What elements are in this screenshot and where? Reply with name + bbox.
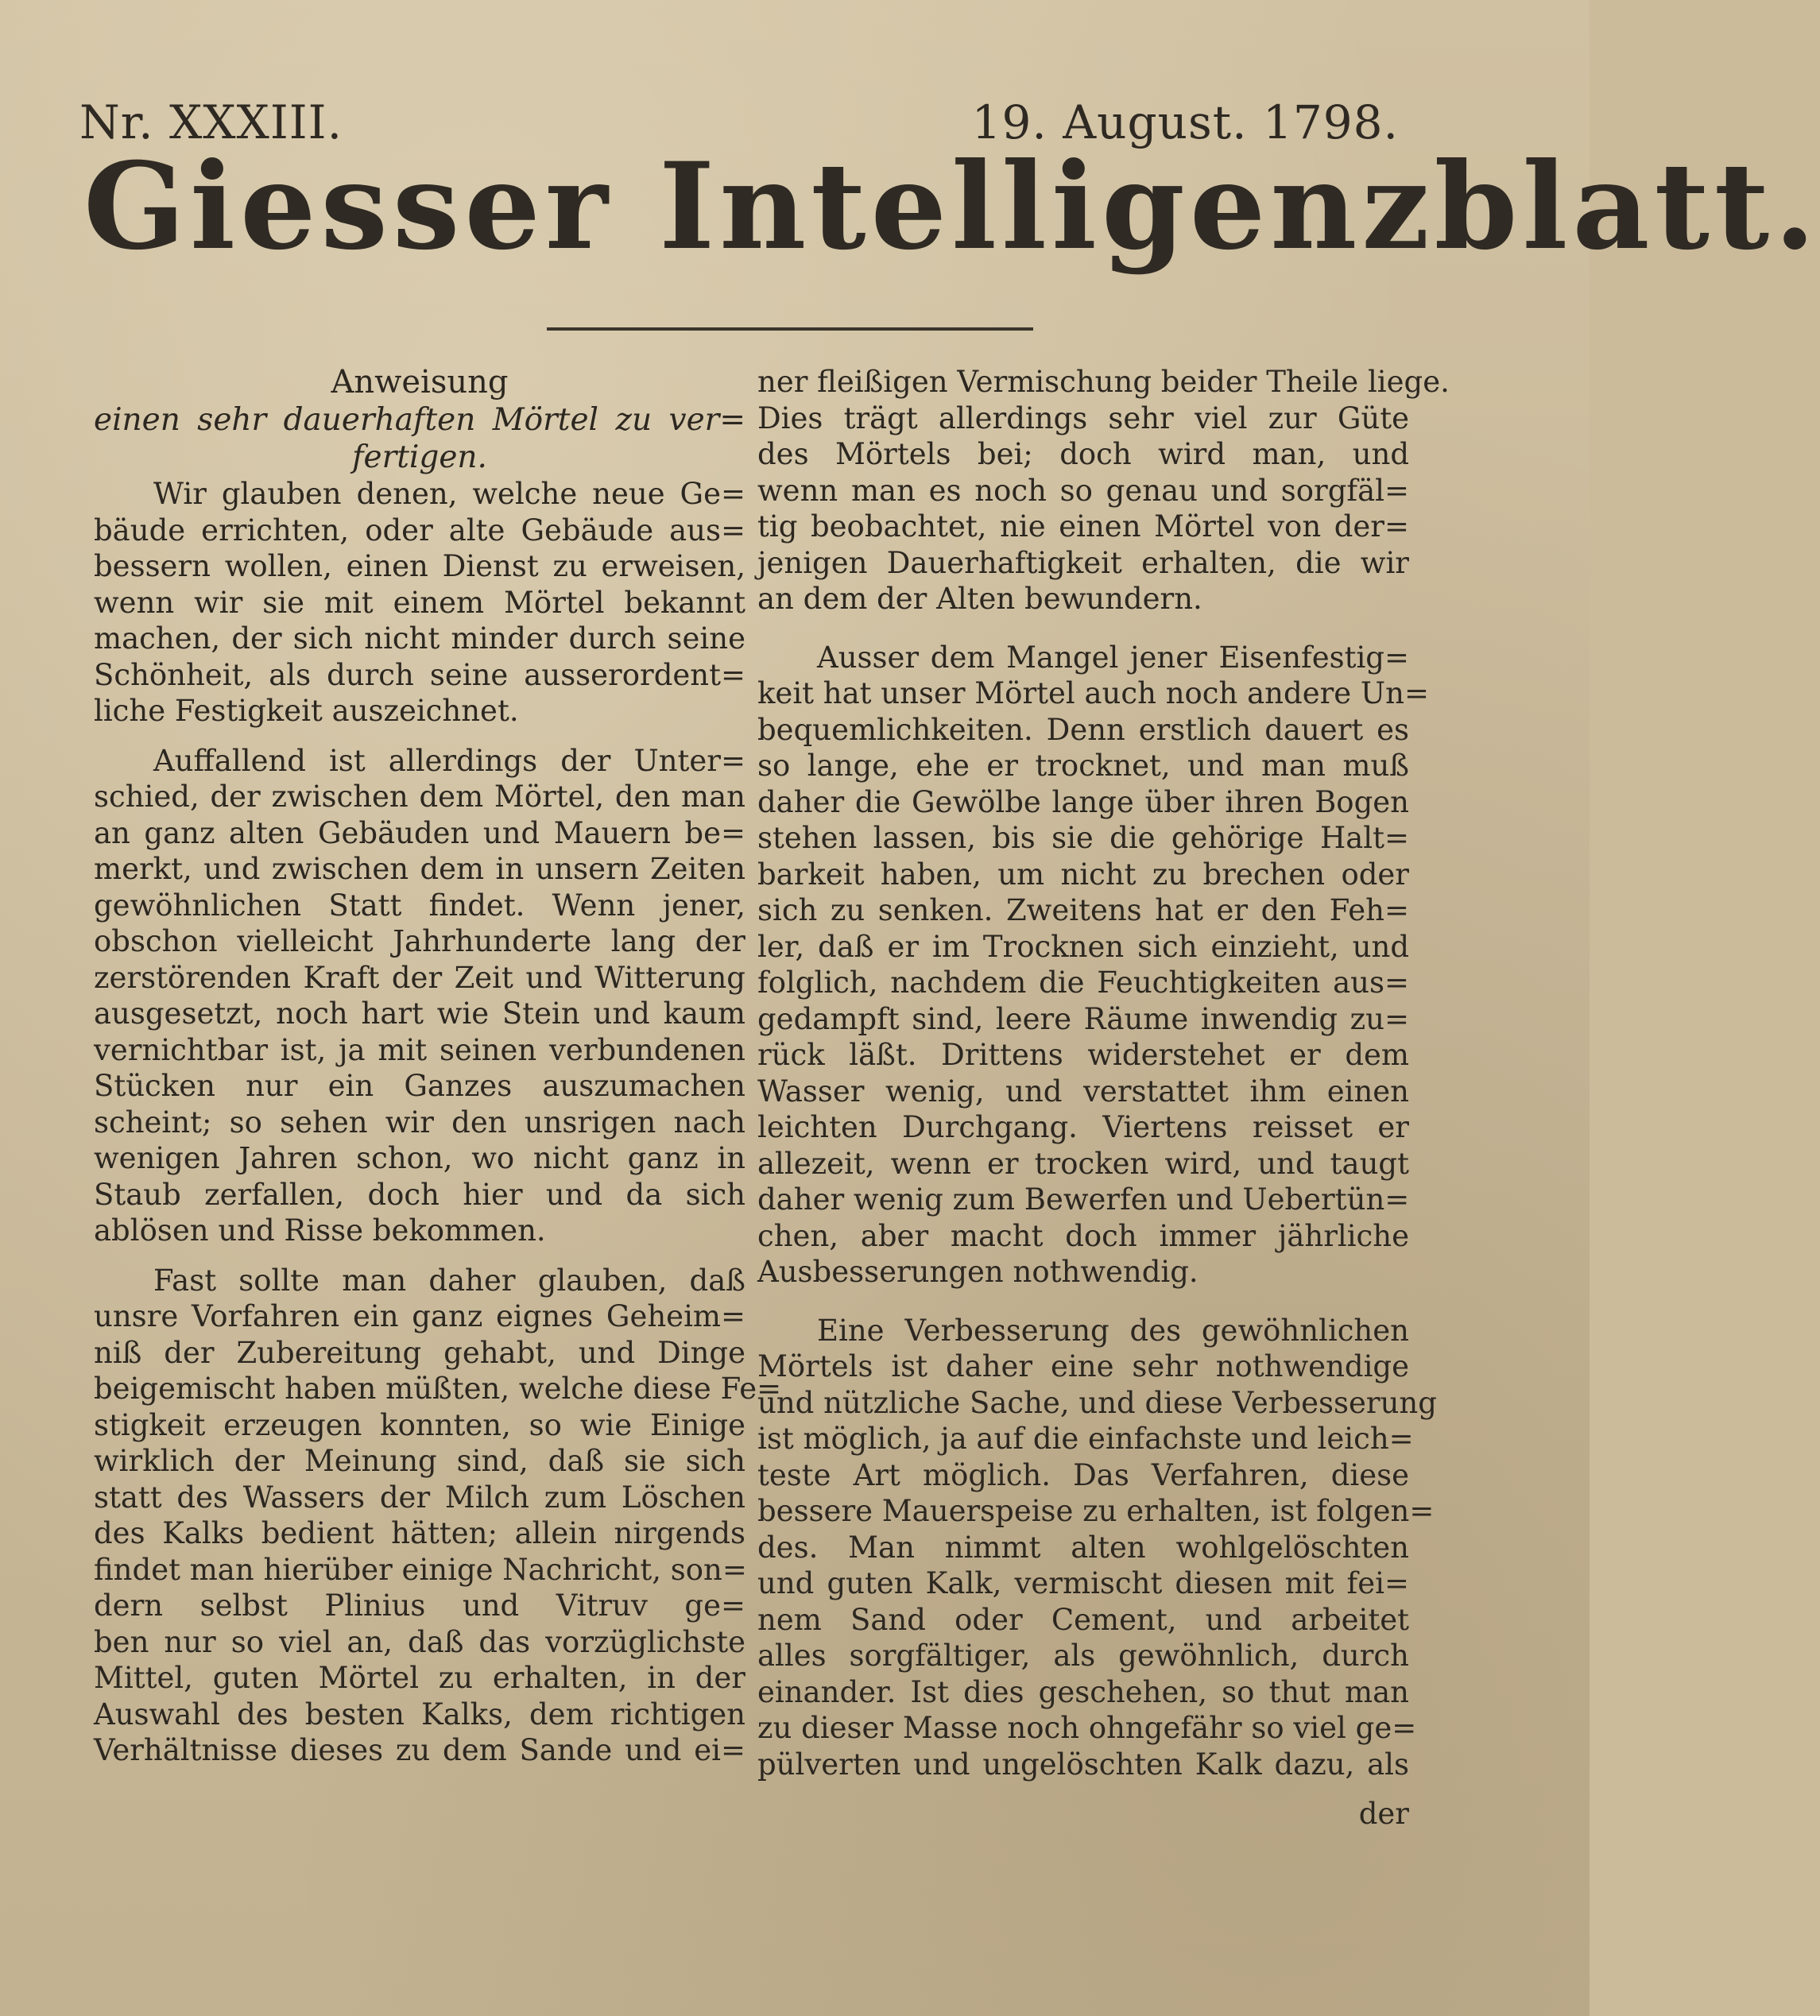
text-line: unsre Vorfahren ein ganz eignes Geheim= xyxy=(94,1299,745,1333)
text-line: Eine Verbesserung des gewöhnlichen xyxy=(817,1313,1409,1348)
text-line: Wir glauben denen, welche neue Ge= xyxy=(153,477,745,511)
text-line: alles sorgfältiger, als gewöhnlich, durch xyxy=(757,1639,1409,1673)
text-line: Ausser dem Mangel jener Eisenfestig= xyxy=(817,640,1409,675)
issue-number: Nr. XXXIII. xyxy=(79,95,343,149)
text-line: bequemlichkeiten. Denn erstlich dauert es xyxy=(757,712,1409,747)
text-line: dern selbst Plinius und Vitruv ge= xyxy=(94,1588,745,1623)
text-line: pülverten und ungelöschten Kalk dazu, als xyxy=(757,1747,1409,1782)
text-line: Staub zerfallen, doch hier und da sich xyxy=(94,1177,745,1212)
paragraph xyxy=(757,364,1450,617)
text-line: gewöhnlichen Statt findet. Wenn jener, xyxy=(94,888,745,923)
text-line: an dem der Alten bewundern. xyxy=(757,582,1202,616)
text-line: findet man hierüber einige Nachricht, son= xyxy=(94,1552,747,1587)
text-line: scheint; so sehen wir den unsrigen nach xyxy=(94,1105,745,1140)
text-line: vernichtbar ist, ja mit seinen verbundenen xyxy=(94,1032,745,1067)
text-line: obschon vielleicht Jahrhunderte lang der xyxy=(94,924,745,958)
text-line: jenigen Dauerhaftigkeit erhalten, die wir xyxy=(757,545,1409,580)
text-line: wenn man es noch so genau und sorgfäl= xyxy=(757,473,1409,508)
text-line: ist möglich, ja auf die einfachste und leich= xyxy=(757,1422,1414,1456)
text-line: merkt, und zwischen dem in unsern Zeiten xyxy=(94,852,745,886)
text-line: ausgesetzt, noch hart wie Stein und kaum xyxy=(94,996,745,1031)
catchword: der xyxy=(1358,1797,1409,1831)
text-line: Verhältnisse dieses zu dem Sande und ei= xyxy=(94,1733,745,1767)
text-line: Ausbesserungen nothwendig. xyxy=(757,1255,1198,1289)
text-line: rück läßt. Drittens widerstehet er dem xyxy=(757,1038,1409,1072)
text-line: wenn wir sie mit einem Mörtel bekannt xyxy=(94,585,745,620)
paragraph xyxy=(94,1263,782,1769)
right-column-body xyxy=(757,364,1450,1782)
text-line: Mittel, guten Mörtel zu erhalten, in der xyxy=(94,1661,745,1695)
text-line: des. Man nimmt alten wohlgelöschten xyxy=(757,1530,1409,1565)
paragraph xyxy=(757,640,1429,1290)
text-line: sich zu senken. Zweitens hat er den Feh= xyxy=(757,893,1409,927)
text-line: des Kalks bedient hätten; allein nirgends xyxy=(94,1516,745,1550)
text-line: bessern wollen, einen Dienst zu erweisen, xyxy=(94,549,745,583)
text-line: Mörtels ist daher eine sehr nothwendige xyxy=(757,1349,1409,1383)
article-heading xyxy=(94,364,745,476)
text-line: beigemischt haben müßten, welche diese Fe= xyxy=(94,1372,782,1406)
text-line: daher die Gewölbe lange über ihren Bogen xyxy=(757,784,1409,819)
paragraph xyxy=(94,476,745,729)
text-line: ablösen und Risse bekommen. xyxy=(94,1213,546,1248)
left-column xyxy=(94,364,782,1782)
right-column xyxy=(757,364,1450,1832)
paragraph xyxy=(757,1313,1437,1783)
text-line: bäude errichten, oder alte Gebäude aus= xyxy=(94,513,745,548)
text-line: keit hat unser Mörtel auch noch andere Un= xyxy=(757,676,1429,710)
text-line: leichten Durchgang. Viertens reisset er xyxy=(757,1110,1409,1144)
text-line: zu dieser Masse noch ohngefähr so viel ge= xyxy=(757,1711,1417,1745)
text-line: und guten Kalk, vermischt diesen mit fei= xyxy=(757,1566,1409,1600)
text-line: ler, daß er im Trocknen sich einzieht, und xyxy=(757,929,1409,964)
text-line: an ganz alten Gebäuden und Mauern be= xyxy=(94,815,745,850)
text-line: Auffallend ist allerdings der Unter= xyxy=(153,743,745,778)
text-line: niß der Zubereitung gehabt, und Dinge xyxy=(94,1335,745,1370)
text-line: nem Sand oder Cement, und arbeitet xyxy=(757,1602,1409,1637)
text-line: schied, der zwischen dem Mörtel, den man xyxy=(94,780,745,814)
text-line: tig beobachtet, nie einen Mörtel von der= xyxy=(757,509,1409,544)
text-line: so lange, ehe er trocknet, und man muß xyxy=(757,749,1409,783)
text-line: chen, aber macht doch immer jährliche xyxy=(757,1218,1409,1253)
text-line: barkeit haben, um nicht zu brechen oder xyxy=(757,857,1409,892)
text-line: daher wenig zum Bewerfen und Uebertün= xyxy=(757,1182,1410,1217)
text-line: wenigen Jahren schon, wo nicht ganz in xyxy=(94,1141,745,1175)
text-line: wirklich der Meinung sind, daß sie sich xyxy=(94,1444,745,1478)
text-line: gedampft sind, leere Räume inwendig zu= xyxy=(757,1001,1409,1036)
text-line: Stücken nur ein Ganzes auszumachen xyxy=(94,1069,745,1103)
issue-date: 19. August. 1798. xyxy=(971,95,1399,149)
text-line: stehen lassen, bis sie die gehörige Halt= xyxy=(757,821,1409,855)
text-line: Auswahl des besten Kalks, dem richtigen xyxy=(94,1697,745,1732)
heading-line: einen sehr dauerhaften Mörtel zu ver= xyxy=(94,402,745,438)
masthead-title: Giesser Intelligenzblatt. xyxy=(83,137,1820,277)
text-line: folglich, nachdem die Feuchtigkeiten aus= xyxy=(757,965,1409,1000)
text-line: Schönheit, als durch seine ausserordent= xyxy=(94,657,745,692)
text-line: des Mörtels bei; doch wird man, und xyxy=(757,437,1409,471)
text-line: ner fleißigen Vermischung beider Theile liege. xyxy=(757,365,1450,399)
heading-line: fertigen. xyxy=(352,439,487,475)
text-line: bessere Mauerspeise zu erhalten, ist folgen= xyxy=(757,1494,1435,1528)
text-line: Wasser wenig, und verstattet ihm einen xyxy=(757,1074,1409,1109)
text-line: einander. Ist dies geschehen, so thut man xyxy=(757,1674,1409,1709)
text-line: ben nur so viel an, daß das vorzüglichste xyxy=(94,1624,745,1659)
heading-line: Anweisung xyxy=(331,364,509,400)
text-line: Dies trägt allerdings sehr viel zur Güte xyxy=(757,400,1409,435)
masthead-rule xyxy=(547,327,1033,331)
text-line: zerstörenden Kraft der Zeit und Witterung xyxy=(94,960,745,995)
text-line: machen, der sich nicht minder durch seine xyxy=(94,621,745,656)
text-line: statt des Wassers der Milch zum Löschen xyxy=(94,1480,745,1515)
text-line: Fast sollte man daher glauben, daß xyxy=(153,1263,745,1298)
text-line: stigkeit erzeugen konnten, so wie Einige xyxy=(94,1407,745,1442)
text-line: und nützliche Sache, und diese Verbesserung xyxy=(757,1385,1437,1420)
text-line: teste Art möglich. Das Verfahren, diese xyxy=(757,1457,1409,1492)
text-line: allezeit, wenn er trocken wird, und taugt xyxy=(757,1146,1409,1181)
text-line: liche Festigkeit auszeichnet. xyxy=(94,694,519,728)
left-column-body xyxy=(94,476,782,1769)
paragraph xyxy=(94,743,745,1249)
